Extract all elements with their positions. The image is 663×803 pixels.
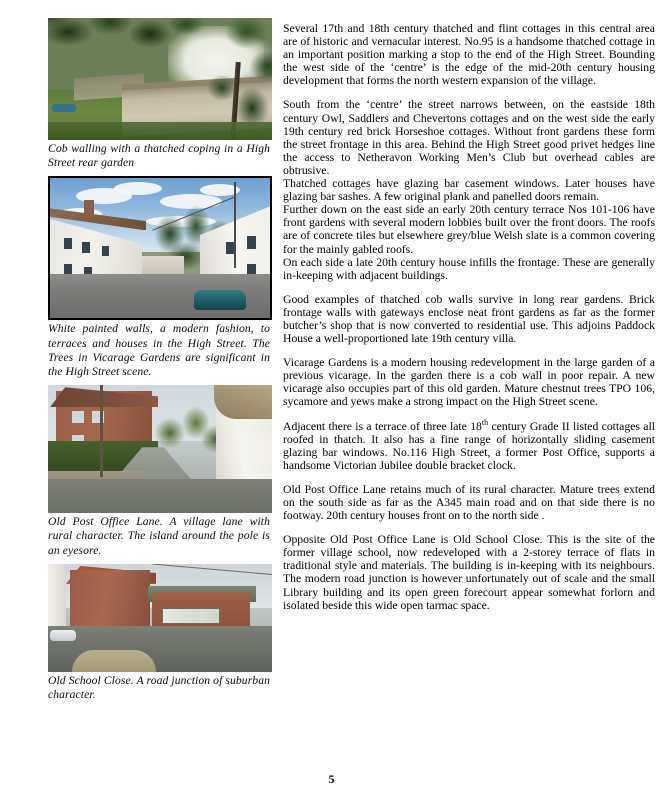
window (72, 411, 84, 423)
paragraph-2: South from the ‘centre’ the street narrows between, on the eastside 18th century Owl, Saddlers and Chevertons cottages and on the west side the early 19th century red brick Horseshoe cottages. Without front gardens these form the street frontage in this area. Behind the High Street good privet hedges line the access to Netheravon Working Men’s Club but overhead cables are obtrusive. (283, 98, 655, 177)
library-windows (162, 608, 220, 624)
photo-column (48, 18, 272, 708)
paragraph-8-text-before: Adjacent there is a terrace of three late 18 (283, 419, 482, 433)
paragraph-4: Further down on the east side an early 20th century terrace Nos 101-106 have front gardens with several modern lobbies built over the front doors. The roofs are of concrete tiles but elsewhere grey/blue Welsh slate is a common covering for the mainly gabled roofs. (283, 203, 655, 256)
paragraph-3: Thatched cottages have glazing bar casement windows. Later houses have glazing bar sashes. A few original plank and panelled doors remain. (283, 177, 655, 204)
paragraph-1: Several 17th and 18th century thatched and flint cottages in this central area are of historic and vernacular interest. No.95 is a handsome thatched cottage in an important position marking a stop to the end of the High Street. Bounding the west side of the ‘centre’ is the edge of the mid-20th century housing development that forms the north western expansion of the village. (283, 22, 655, 88)
paragraph-10: Opposite Old Post Office Lane is Old School Close. This is the site of the former village school, now redeveloped with a 2-storey terrace of flats in traditional style and materials. The building is in-keeping with its neighbours. The modern road junction is however unfortunately out of scale and the small Library building and its open green forecourt appear somewhat forlorn and isolated beside this wide open tarmac space. (283, 533, 655, 612)
high-street-photo (48, 176, 272, 320)
paragraph-8 (283, 417, 655, 472)
paragraph-8-text-after: century Grade II listed cottages all roofed in thatch. It also has a fine range of horizontally sliding casement glazing bar windows. No.116 High Street, a former Post Office, supports a handsome Victorian Jubilee double bracket clock. (283, 419, 655, 472)
window (226, 242, 234, 254)
parked-car (194, 290, 246, 310)
window (64, 238, 72, 249)
body-text-column (283, 22, 655, 612)
utility-pole (100, 385, 103, 477)
figure-caption: Old School Close. A road junction of suburban character. (48, 673, 270, 702)
figure-cob-wall (48, 18, 272, 170)
foreground-road (48, 479, 272, 513)
parked-car (50, 630, 76, 641)
paragraph-6: Good examples of thatched cob walls survive in long rear gardens. Brick frontage walls with gateways enclose neat front gardens as far as the former butcher’s shop that is now converted to residential use. This adjoins Paddock House a well-proportioned late 19th century villa. (283, 292, 655, 346)
figure-high-street (48, 176, 272, 379)
window (82, 242, 90, 253)
cob-wall-photo (48, 18, 272, 140)
chimney (84, 200, 94, 218)
old-school-close-photo (48, 564, 272, 672)
figure-old-school-close (48, 564, 272, 702)
page-number: 5 (328, 772, 335, 786)
window (102, 246, 109, 256)
brick-flats (70, 570, 150, 632)
thatched-roof (214, 385, 272, 419)
figure-caption: Old Post Office Lane. A village lane with rural character. The island around the pole is an eyesore. (48, 515, 270, 557)
foreground-grass (48, 122, 272, 140)
figure-old-post-office-lane (48, 385, 272, 558)
blue-tarp (52, 104, 76, 112)
paragraph-7: Vicarage Gardens is a modern housing redevelopment in the large garden of a previous vicarage. In the garden there is a cob wall in poor repair. A new vicarage also occupies part of this old garden. Mature chestnut trees TPO 106, sycamore and yews make a strong impact on the High Street scene. (283, 356, 655, 409)
window (247, 236, 256, 249)
figure-caption: Cob walling with a thatched coping in a High Street rear garden (48, 142, 270, 170)
ordinal-suffix: th (481, 417, 489, 427)
old-post-office-lane-photo (48, 385, 272, 513)
road-island (72, 650, 156, 672)
paragraph-9: Old Post Office Lane retains much of its rural character. Mature trees extend on the south side as far as the A345 main road and on that side there is no footway. 20th century houses front on to the north side . (283, 482, 655, 523)
paragraph-5: On each side a late 20th century house infills the frontage. These are generally in-keeping with adjacent buildings. (283, 255, 655, 282)
figure-caption: White painted walls, a modern fashion, to terraces and houses in the High Street. The Trees in Vicarage Gardens are significant in the High Street scene. (48, 322, 270, 379)
